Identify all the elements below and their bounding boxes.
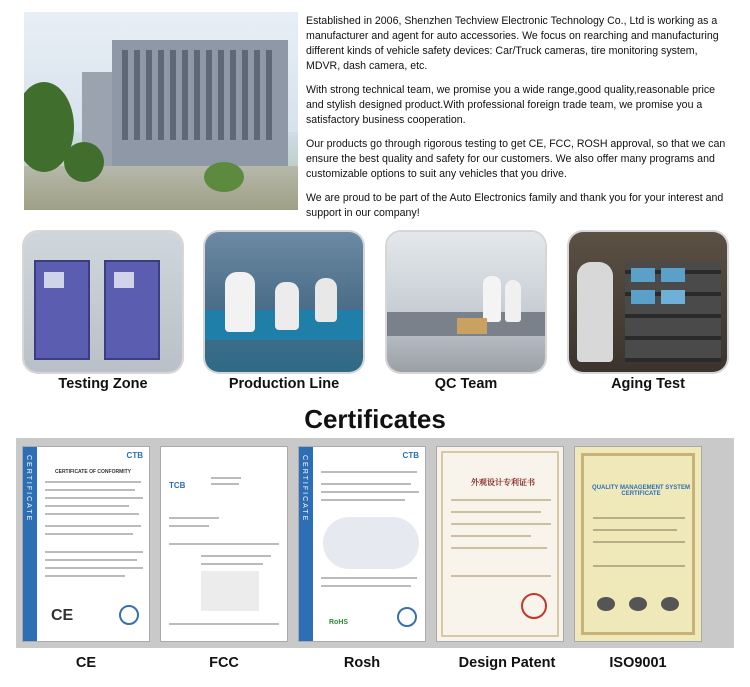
intro-paragraph: With strong technical team, we promise you a wide range,good quality,reasonable price and stylish designed product.With professional foreign trade team, we promise you a satisfactory business cooperation. bbox=[306, 84, 716, 126]
cert-heading: CTB bbox=[126, 451, 143, 460]
ce-mark: CE bbox=[51, 607, 74, 624]
building-windows bbox=[122, 50, 278, 140]
iso9001-certificate bbox=[574, 446, 702, 642]
certificate-label: CE bbox=[75, 655, 97, 671]
design-patent-certificate bbox=[436, 446, 564, 642]
certificate-label: ISO9001 bbox=[609, 655, 667, 671]
facility-label: Testing Zone bbox=[58, 376, 148, 392]
intro-paragraph: We are proud to be part of the Auto Electronics family and thank you for your interest and support in our company! bbox=[306, 192, 724, 219]
qc-team-photo bbox=[387, 232, 545, 372]
cert-heading: TCB bbox=[169, 481, 186, 490]
certificate-label: Rosh bbox=[343, 655, 381, 671]
rosh-certificate: CERTIFICATE CTB RoHS bbox=[298, 446, 426, 642]
cert-doc-title: 外观设计专利证书 bbox=[471, 478, 535, 487]
cert-doc-title: QUALITY MANAGEMENT SYSTEM CERTIFICATE bbox=[592, 485, 690, 497]
tree bbox=[204, 162, 244, 192]
ce-certificate: CERTIFICATE CTB CERTIFICATE OF CONFORMITY CE bbox=[22, 446, 150, 642]
intro-paragraph: Established in 2006, Shenzhen Techview Electronic Technology Co., Ltd is working as a manufacturer and agent for auto accessories. We focus on rearching and manufacturing different kinds of vehicle safety devices: Car/Truck cameras, tire monitoring system, MDVR, dash camera, etc. bbox=[306, 15, 719, 72]
cert-doc-title: CERTIFICATE OF CONFORMITY bbox=[55, 469, 132, 475]
tree bbox=[64, 142, 104, 182]
cert-heading: CTB bbox=[402, 451, 419, 460]
aging-test-photo bbox=[569, 232, 727, 372]
certificate-label: FCC bbox=[209, 655, 239, 671]
ground bbox=[24, 166, 298, 210]
fcc-certificate bbox=[160, 446, 288, 642]
certificates-title: Certificates bbox=[304, 404, 446, 434]
company-building-photo bbox=[24, 12, 298, 210]
facility-label: Production Line bbox=[228, 376, 340, 392]
certificate-label: Design Patent bbox=[458, 655, 556, 671]
company-intro bbox=[306, 14, 726, 230]
testing-zone-photo bbox=[24, 232, 182, 372]
facility-label: QC Team bbox=[434, 376, 498, 392]
rohs-mark: RoHS bbox=[329, 619, 349, 626]
intro-paragraph: Our products go through rigorous testing to get CE, FCC, ROSH approval, so that we can ensure the best quality and safety for our customers. We also offer many programs and customizable options to suit any vehicles that you drive. bbox=[306, 138, 726, 180]
facility-label: Aging Test bbox=[611, 376, 685, 392]
production-line-photo bbox=[205, 232, 363, 372]
